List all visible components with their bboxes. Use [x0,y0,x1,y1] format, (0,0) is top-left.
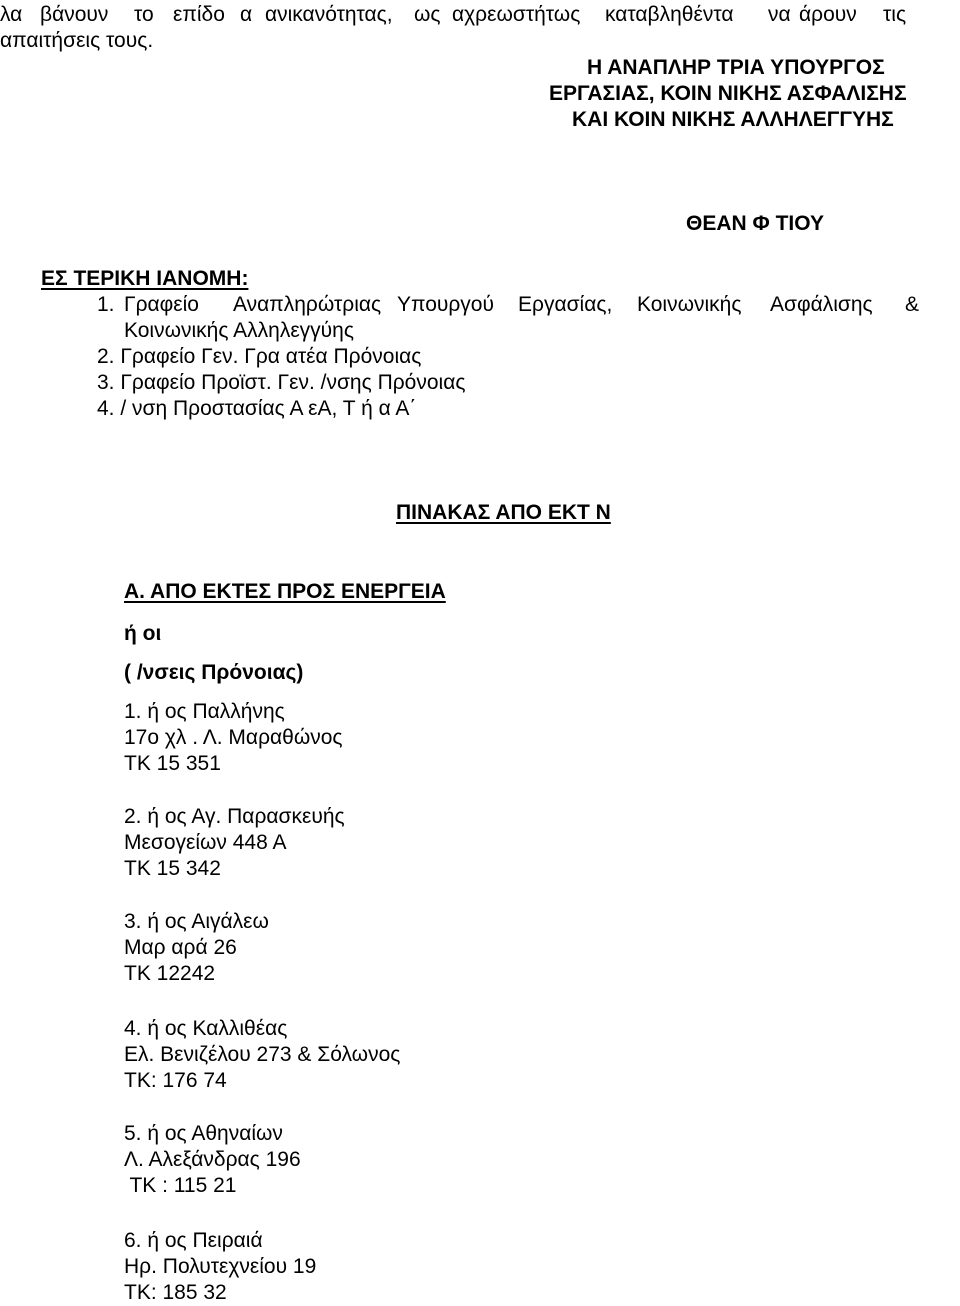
internal-distribution-item: 4. / νση Προστασίας Α εΑ, Τ ή α Α΄ [97,397,417,420]
entry-line: ΤΚ : 115 21 [124,1174,237,1197]
distribution-word: 1. [97,293,115,316]
signature-title-line-1: Η ΑΝΑΠΛΗΡ ΤΡΙΑ ΥΠΟΥΡΓΟΣ [587,56,885,79]
intro-word: βάνουν [40,3,109,26]
signature-title-line-3: ΚΑΙ ΚΟΙΝ ΝΙΚΗΣ ΑΛΛΗΛΕΓΓΥΗΣ [572,108,894,131]
distribution-word: Εργασίας, [518,293,613,316]
entry-line: ΤΚ: 176 74 [124,1069,227,1092]
entry-line: Μαρ αρά 26 [124,936,237,959]
entry-line: Ηρ. Πολυτεχνείου 19 [124,1255,317,1278]
entry-line: ΤΚ 12242 [124,962,216,985]
group-heading: ή οι [124,622,162,645]
intro-word: καταβληθέντα [605,3,734,26]
signature-title-line-2: ΕΡΓΑΣΙΑΣ, ΚΟΙΝ ΝΙΚΗΣ ΑΣΦΑΛΙΣΗΣ [549,82,907,105]
entry-line: ΤΚ: 185 32 [124,1281,227,1304]
entry-line: 6. ή ος Πειραιά [124,1229,263,1252]
entry-line: 1. ή ος Παλλήνης [124,700,285,723]
intro-word: αχρεωστήτως [452,3,581,26]
entry-line: 17ο χλ . Λ. Μαραθώνος [124,726,343,749]
entry-line: ΤΚ 15 342 [124,857,221,880]
internal-distribution-item-1-cont: Κοινωνικής Αλληλεγγύης [124,319,354,342]
intro-word: άρουν [799,3,857,26]
distribution-word: Ασφάλισης [770,293,873,316]
entry-line: ΤΚ 15 351 [124,752,221,775]
intro-line-2: απαιτήσεις τους. [0,29,154,52]
entry-line: Ελ. Βενιζέλου 273 & Σόλωνος [124,1043,401,1066]
entry-line: 2. ή ος Αγ. Παρασκευής [124,805,345,828]
intro-word: α [240,3,253,26]
entry-line: Λ. Αλεξάνδρας 196 [124,1148,301,1171]
intro-word: τις [883,3,907,26]
entry-line: 4. ή ος Καλλιθέας [124,1017,288,1040]
internal-distribution-heading: ΕΣ ΤΕΡΙΚΗ ΙΑΝΟΜΗ: [41,267,249,290]
signature-name: ΘΕΑΝ Φ ΤΙΟΥ [686,212,824,235]
intro-word: ως [414,3,441,26]
recipients-title: ΠΙΝΑΚΑΣ ΑΠΟ ΕΚΤ Ν [396,501,611,524]
distribution-word: Κοινωνικής [637,293,742,316]
intro-word: το [134,3,154,26]
internal-distribution-item: 3. Γραφείο Προϊστ. Γεν. /νσης Πρόνοιας [97,371,466,394]
group-note: ( /νσεις Πρόνοιας) [124,661,304,684]
internal-distribution-item: 2. Γραφείο Γεν. Γρα ατέα Πρόνοιας [97,345,422,368]
distribution-word: Υπουργού [397,293,494,316]
entry-line: 3. ή ος Αιγάλεω [124,910,269,933]
intro-word: να [768,3,791,26]
section-a-heading: Α. ΑΠΟ ΕΚΤΕΣ ΠΡΟΣ ΕΝΕΡΓΕΙΑ [124,580,446,603]
entry-line: Μεσογείων 448 Α [124,831,287,854]
distribution-word: & [905,293,920,316]
intro-word: ανικανότητας, [265,3,393,26]
distribution-word: Αναπληρώτριας [233,293,382,316]
entry-line: 5. ή ος Αθηναίων [124,1122,283,1145]
intro-word: επίδο [173,3,225,26]
intro-word: λα [0,3,23,26]
distribution-word: Γραφείο [124,293,199,316]
